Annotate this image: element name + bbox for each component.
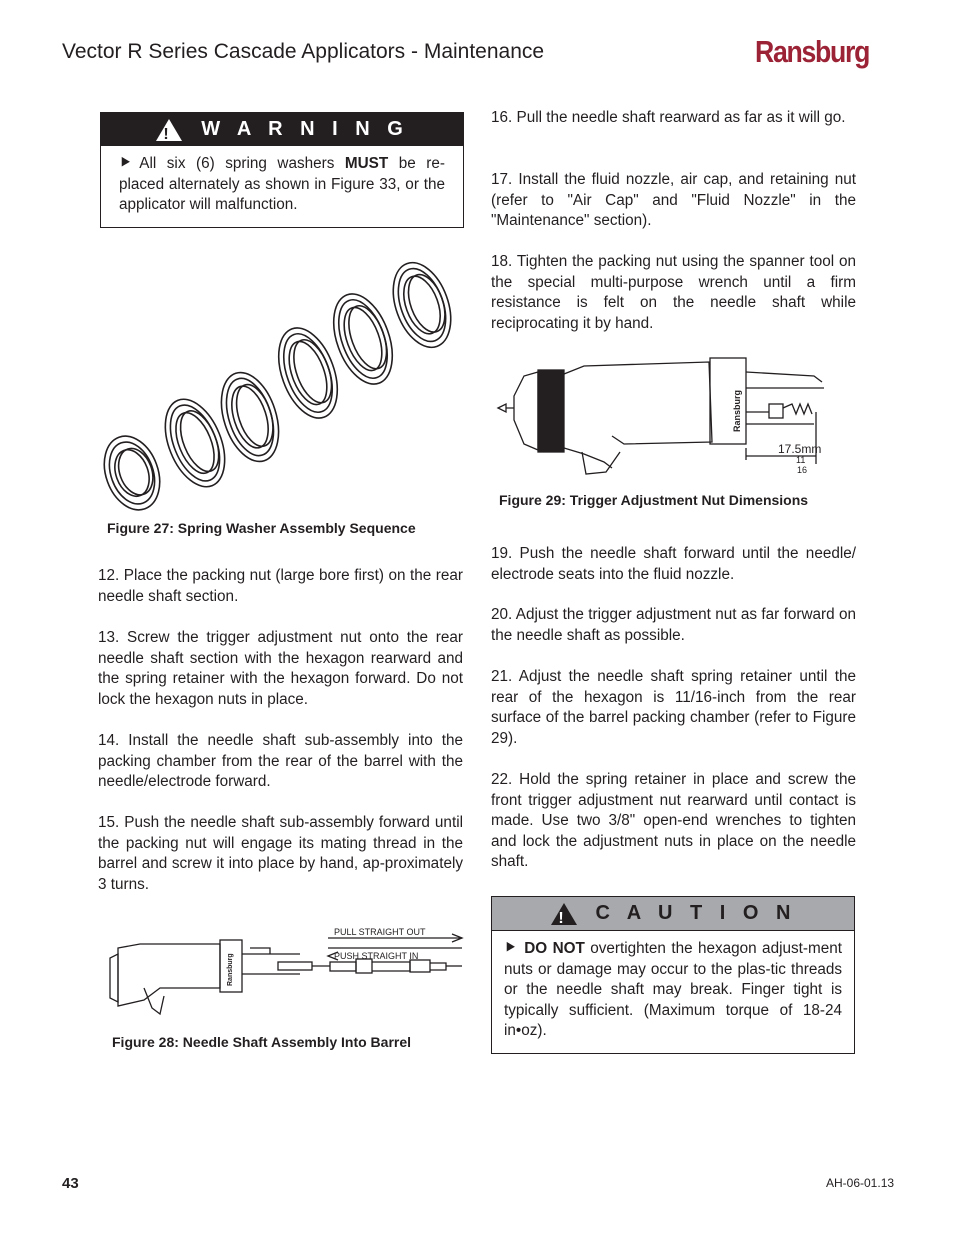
figure-27-spring-washers (100, 255, 470, 515)
step-12: 12. Place the packing nut (large bore first) on the rear needle shaft section. (98, 567, 463, 605)
figure-28-caption: Figure 28: Needle Shaft Assembly Into Barrel (112, 1034, 412, 1050)
caution-header (492, 897, 854, 931)
caution-body (492, 931, 854, 1052)
step-22: 22. Hold the spring retainer in place and screw the front trigger adjustment nut rearward until contact is made. Use two 3/8" open-end wrenches to tighten and lock the adjustment nuts in place on the needle shaft. (491, 771, 856, 870)
svg-text:!: ! (557, 909, 570, 926)
svg-text:!: ! (163, 125, 175, 142)
warning-text-pre: All six (6) spring washers (139, 155, 345, 172)
caution-text-bold: DO NOT (524, 940, 585, 957)
figure-29-trigger-adjustment (494, 352, 844, 482)
warning-text-bold: MUST (344, 155, 389, 172)
step-15: 15. Push the needle shaft sub-assembly forward until the packing nut will engage its mating thread in the barrel and screw it into place by hand, ap-proximately 3 turns. (98, 814, 463, 893)
figure-27-caption: Figure 27: Spring Washer Assembly Sequence (107, 520, 416, 536)
brand-logo: Ransburg (755, 34, 870, 69)
page-header-title: Vector R Series Cascade Applicators - Maintenance (62, 40, 545, 63)
fig29-ransburg-logo: Ransburg (732, 389, 742, 432)
warning-header (101, 113, 463, 146)
step-18: 18. Tighten the packing nut using the spanner tool on the special multi-purpose wrench until a firm resistance is felt on the needle shaft while reciprocating it by hand. (491, 253, 856, 332)
warning-body (101, 146, 463, 226)
spring-washer-4 (267, 320, 348, 426)
figure-29-caption: Figure 29: Trigger Adjustment Nut Dimensions (499, 492, 809, 508)
step-13: 13. Screw the trigger adjustment nut onto the rear needle shaft section with the hexagon rearward and the spring retainer with the hexagon forward. Do not lock the hexagon nuts in place. (98, 629, 463, 708)
caution-box (491, 896, 855, 1054)
spring-washer-3 (211, 365, 289, 469)
step-19: 19. Push the needle shaft forward until the needle/ electrode seats into the fluid nozzle. (491, 545, 856, 583)
fraction-numerator: 11 (796, 455, 806, 465)
fig28-ransburg-logo: Ransburg (227, 953, 234, 986)
document-code: AH-06-01.13 (826, 1176, 895, 1190)
spring-washer-2 (154, 391, 237, 496)
warning-label: W A R N I N G (201, 118, 409, 140)
spring-washer-6 (383, 255, 462, 355)
step-21: 21. Adjust the needle shaft spring retainer until the rear of the hexagon is 11/16-inch from the rear surface of the barrel packing chamber (refer to Figure 29). (491, 668, 856, 747)
warning-icon (155, 118, 183, 142)
chevron-right-icon: ⯈ (119, 155, 132, 172)
step-14: 14. Install the needle shaft sub-assembly into the packing chamber from the rear of the barrel with the needle/electrode forward. (98, 732, 463, 790)
chevron-right-icon: ⯈ (504, 940, 517, 957)
caution-text-post: overtighten the hexagon adjust-ment nuts or damage may occur to the plas-tic threads or the needle shaft may break. Finger tight is typically sufficient. (Maximum torque of 18-24 in•oz). (504, 940, 842, 1039)
spring-washer-5 (322, 286, 403, 392)
spring-washer-1 (100, 428, 169, 515)
caution-label: C A U T I O N (595, 902, 797, 924)
fraction-denominator: 16 (797, 465, 808, 475)
warning-text-post: be re-placed alternately as shown in Figure 33, or the applicator will malfunction. (119, 155, 445, 213)
pull-straight-out-label: PULL STRAIGHT OUT (334, 927, 426, 937)
warning-triangle-icon (550, 902, 578, 926)
warning-box (100, 112, 464, 228)
step-17: 17. Install the fluid nozzle, air cap, and retaining nut (refer to "Air Cap" and "Fluid Nozzle" in the "Maintenance" section). (491, 171, 856, 229)
step-20: 20. Adjust the trigger adjustment nut as far forward on the needle shaft as possible. (491, 606, 856, 644)
step-16: 16. Pull the needle shaft rearward as far as it will go. (491, 109, 846, 126)
page-number: 43 (62, 1175, 79, 1192)
figure-28-needle-shaft-assembly (100, 918, 468, 1030)
push-straight-in-label: PUSH STRAIGHT IN (334, 951, 419, 961)
dimension-17-5mm: 17.5mm (778, 442, 822, 456)
